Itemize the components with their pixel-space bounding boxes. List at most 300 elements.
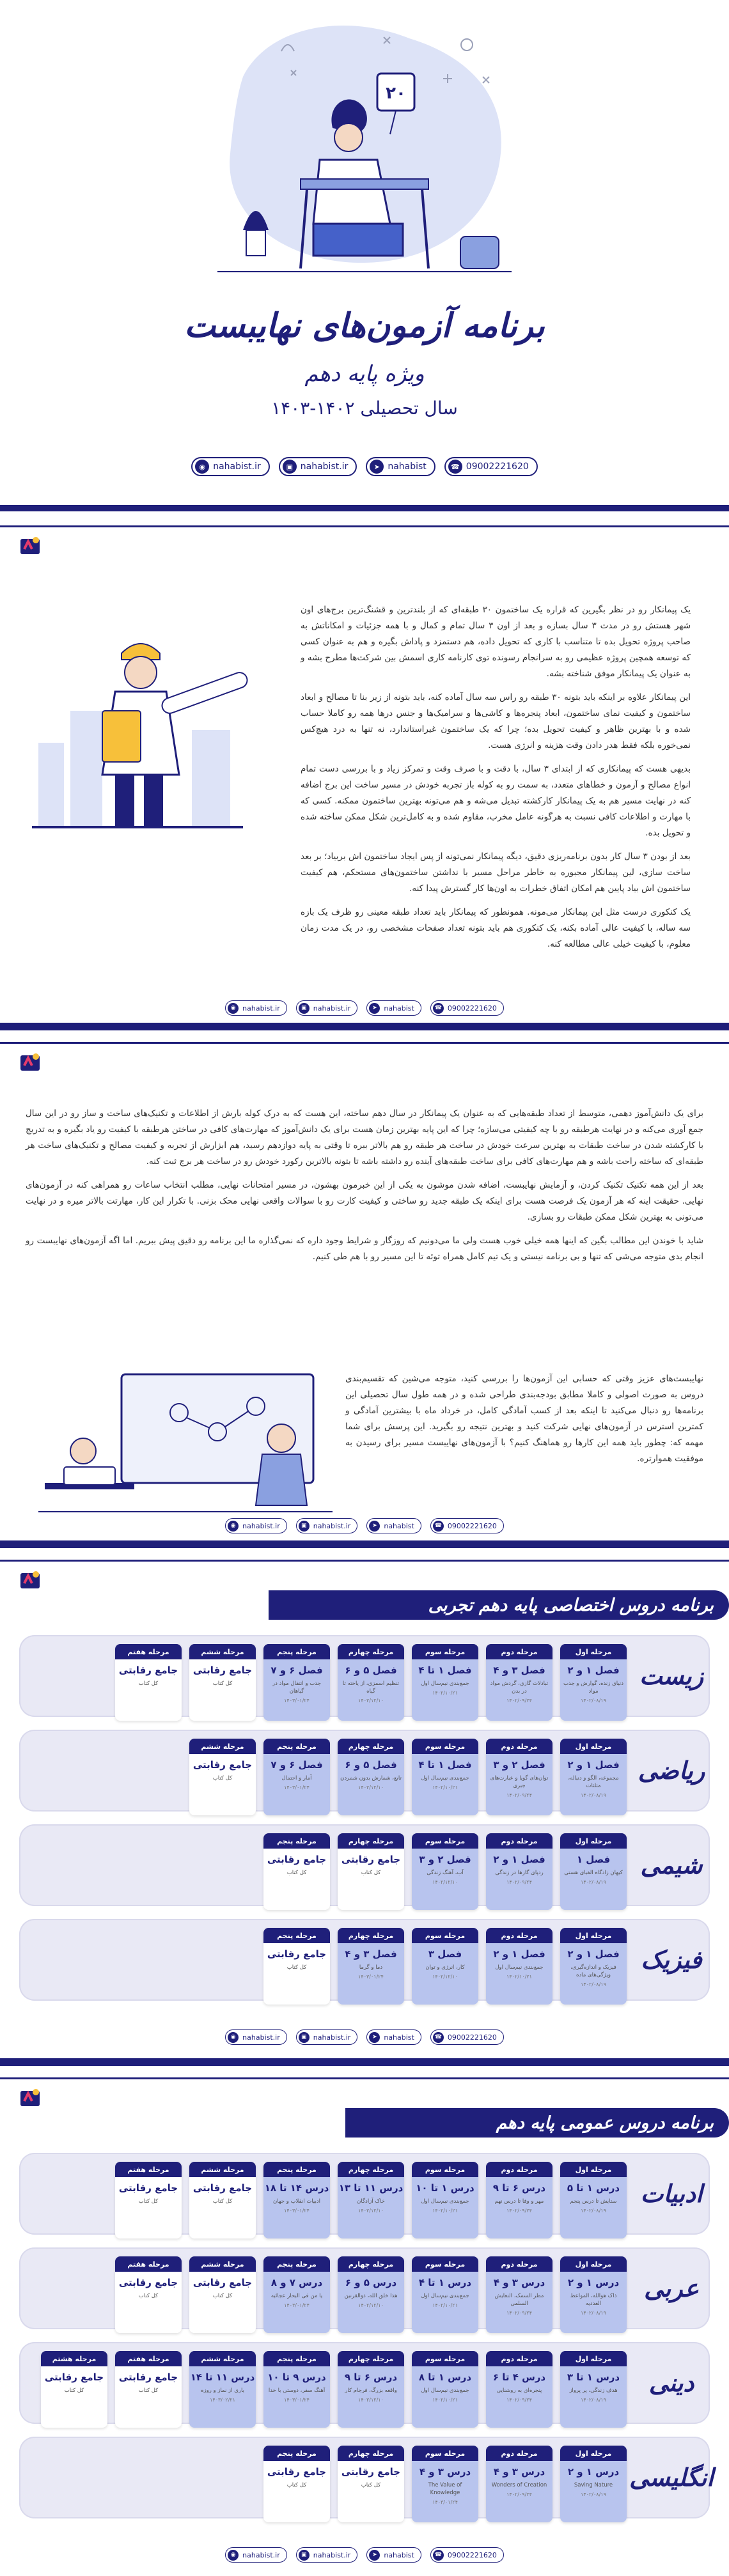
- phone-icon: ☎: [433, 2032, 444, 2043]
- stage-header: مرحله اول: [560, 2256, 627, 2272]
- stage-card: [486, 1833, 553, 1910]
- stage-cells: [263, 2446, 627, 2522]
- intro-text: [301, 602, 691, 960]
- stage-chapters: جامع رقابتی: [118, 2371, 178, 2383]
- cover-section: [0, 0, 729, 511]
- stage-date: ۱۴۰۲/۰۹/۲۴: [506, 2492, 532, 2497]
- stage-topics: Saving Nature: [574, 2482, 613, 2488]
- stage-topics: کل کتاب: [361, 2482, 381, 2488]
- stage-header: مرحله دوم: [486, 1739, 553, 1754]
- stage-card: [263, 2446, 330, 2522]
- stage-chapters: فصل ۱ و ۲: [567, 1759, 620, 1771]
- instagram-text: nahabist.ir: [313, 2550, 351, 2559]
- stage-header: مرحله اول: [560, 1928, 627, 1943]
- stage-card: [486, 2162, 553, 2238]
- stage-cells: [263, 1928, 627, 2005]
- stage-date: ۱۴۰۳/۰۱/۲۴: [284, 1698, 310, 1703]
- stage-card: [41, 2351, 107, 2428]
- stage-card: [412, 2162, 478, 2238]
- stage-topics: کل کتاب: [138, 2387, 159, 2394]
- cover-year: سال تحصیلی ۱۴۰۲-۱۴۰۳: [271, 398, 458, 419]
- stage-date: ۱۴۰۲/۰۸/۱۹: [581, 2397, 606, 2403]
- stage-chapters: جامع رقابتی: [44, 2371, 104, 2383]
- intro-section: [0, 513, 729, 1023]
- stage-card: [486, 1644, 553, 1721]
- stage-header: مرحله سوم: [412, 1644, 478, 1659]
- approach-paragraph-3: شاید با خوندن این مطالب بگین که اینها همه خیلی خوب هست ولی ما می‌دونیم که روزگار و شرایط وجود داره که نمی‌گذاره ما این برنامه رو دقیق پیش ببریم. اما اگه آزمون‌های نهایبست رو انجام بدی متوجه می‌شی که تنها و بی برنامه نیستی و یک تیم کامل همراه توئه تا این مسیر رو با هم طی کنیم.: [26, 1236, 703, 1262]
- stage-date: ۱۴۰۲/۱۲/۱۰: [358, 2397, 384, 2403]
- stage-date: ۱۴۰۲/۱۰/۲۱: [432, 2397, 458, 2403]
- stage-card: [338, 1739, 404, 1815]
- stage-topics: کل کتاب: [286, 2482, 307, 2488]
- stage-card: [412, 2256, 478, 2333]
- stage-header: مرحله ششم: [189, 1644, 256, 1659]
- website-text: nahabist.ir: [242, 1004, 280, 1013]
- telegram-link[interactable]: [366, 2029, 421, 2045]
- website-link[interactable]: [225, 1518, 287, 1533]
- telegram-icon: ➤: [369, 1521, 380, 1532]
- stage-chapters: جامع رقابتی: [267, 1948, 327, 1960]
- stage-header: مرحله پنجم: [263, 1739, 330, 1754]
- stage-chapters: درس ۷ و ۸: [270, 2277, 323, 2288]
- stage-topics: کل کتاب: [212, 2293, 233, 2299]
- stage-chapters: فصل ۶ و ۷: [270, 1664, 323, 1676]
- stage-chapters: فصل ۱ و ۲: [493, 1948, 545, 1960]
- phone-link[interactable]: [430, 2029, 504, 2045]
- stage-date: ۱۴۰۲/۰۸/۱۹: [581, 1879, 606, 1885]
- phone-text: 09002221620: [447, 2033, 497, 2042]
- teacher-illustration: [38, 1368, 333, 1515]
- specialized-title: برنامه دروس اختصاصی پایه دهم تجربی: [269, 1590, 729, 1620]
- stage-chapters: جامع رقابتی: [118, 2277, 178, 2288]
- telegram-icon: ➤: [370, 460, 384, 474]
- stage-header: مرحله دوم: [486, 1928, 553, 1943]
- stage-topics: جمع‌بندی نیم‌سال اول: [421, 2387, 469, 2394]
- subject-label: شیمی: [640, 1851, 703, 1879]
- contact-bar: [0, 1000, 729, 1016]
- stage-card: [560, 2446, 627, 2522]
- subject-label: فیزیک: [641, 1946, 702, 1974]
- stage-header: مرحله ششم: [189, 2256, 256, 2272]
- stage-chapters: فصل ۶ و ۷: [270, 1759, 323, 1771]
- instagram-icon: ▣: [283, 460, 297, 474]
- website-link[interactable]: [225, 1000, 287, 1016]
- stage-chapters: درس ۶ تا ۹: [492, 2182, 546, 2194]
- stage-topics: دما و گرما: [359, 1964, 383, 1971]
- stage-topics: کل کتاب: [286, 1870, 307, 1876]
- stage-date: ۱۴۰۲/۰۸/۱۹: [581, 2310, 606, 2316]
- stage-chapters: درس ۱ تا ۵: [567, 2182, 620, 2194]
- stage-topics: پنجره‌ای به روشنایی: [496, 2387, 542, 2394]
- stage-date: ۱۴۰۲/۰۸/۱۹: [581, 2208, 606, 2214]
- stage-header: مرحله دوم: [486, 2256, 553, 2272]
- stage-header: مرحله ششم: [189, 1739, 256, 1754]
- instagram-link[interactable]: [296, 2547, 358, 2563]
- stage-topics: کل کتاب: [361, 1870, 381, 1876]
- stage-header: مرحله اول: [560, 1833, 627, 1849]
- stage-chapters: درس ۳ و ۴: [419, 2466, 471, 2478]
- stage-card: [486, 2351, 553, 2428]
- subject-label: عربی: [644, 2274, 699, 2302]
- stage-topics: کیهان زادگاه الفبای هستی: [564, 1870, 623, 1876]
- stage-header: مرحله چهارم: [338, 1739, 404, 1754]
- stage-header: مرحله سوم: [412, 2351, 478, 2366]
- phone-link[interactable]: [444, 457, 538, 476]
- stage-topics: کل کتاب: [138, 2293, 159, 2299]
- stage-header: مرحله ششم: [189, 2351, 256, 2366]
- stage-header: مرحله اول: [560, 1739, 627, 1754]
- phone-icon: ☎: [448, 460, 462, 474]
- stage-date: ۱۴۰۲/۱۲/۱۰: [358, 2302, 384, 2308]
- stage-date: ۱۴۰۲/۰۹/۲۴: [506, 2397, 532, 2403]
- section-divider: [0, 505, 729, 511]
- website-link[interactable]: [225, 2029, 287, 2045]
- stage-topics: خاک آزادگان: [357, 2198, 385, 2205]
- stage-topics: هذا خلق الله، ذوالقرنین: [344, 2293, 398, 2299]
- telegram-text: nahabist: [384, 1521, 414, 1530]
- globe-icon: ◉: [228, 1521, 239, 1532]
- approach-text-side: [345, 1371, 703, 1475]
- stage-chapters: درس ۱ تا ۳: [567, 2371, 620, 2383]
- phone-text: 09002221620: [447, 2550, 497, 2559]
- phone-icon: ☎: [433, 1003, 444, 1014]
- stage-topics: جمع‌بندی نیم‌سال اول: [495, 1964, 544, 1971]
- stage-chapters: فصل ۵ و ۶: [345, 1664, 397, 1676]
- stage-chapters: جامع رقابتی: [267, 2466, 327, 2478]
- stage-chapters: جامع رقابتی: [192, 1759, 253, 1771]
- stage-header: مرحله دوم: [486, 1833, 553, 1849]
- stage-chapters: جامع رقابتی: [267, 1854, 327, 1865]
- stage-card: [560, 1644, 627, 1721]
- stage-header: مرحله پنجم: [263, 2446, 330, 2461]
- stage-date: ۱۴۰۲/۱۲/۱۰: [358, 1785, 384, 1790]
- stage-date: ۱۴۰۳/۰۲/۲۱: [210, 2397, 235, 2403]
- stage-chapters: جامع رقابتی: [192, 1664, 253, 1676]
- instagram-text: nahabist.ir: [313, 1004, 351, 1013]
- stage-topics: مطر السمک، التعایش السلمی: [494, 2293, 544, 2307]
- stage-card: [263, 1644, 330, 1721]
- stage-card: [412, 1833, 478, 1910]
- stage-chapters: جامع رقابتی: [192, 2182, 253, 2194]
- stage-card: [263, 1928, 330, 2005]
- website-link[interactable]: [191, 457, 270, 476]
- subject-label: زیست: [639, 1662, 704, 1690]
- stage-header: مرحله هفتم: [115, 2256, 182, 2272]
- stage-topics: هدف زندگی، پر پرواز: [569, 2387, 618, 2394]
- stage-date: ۱۴۰۳/۰۱/۲۴: [284, 2397, 310, 2403]
- stage-card: [560, 2351, 627, 2428]
- engineer-illustration: [26, 583, 256, 890]
- instagram-link[interactable]: [296, 2029, 358, 2045]
- stage-chapters: درس ۱ تا ۸: [418, 2371, 472, 2383]
- stage-topics: کل کتاب: [212, 1680, 233, 1687]
- stage-topics: تبادلات گازی، گردش مواد در بدن: [490, 1680, 549, 1695]
- stage-card: [560, 1833, 627, 1910]
- subject-row: [19, 1635, 710, 1717]
- contact-bar: [0, 2029, 729, 2045]
- telegram-link[interactable]: [366, 1000, 421, 1016]
- stage-header: مرحله پنجم: [263, 2351, 330, 2366]
- stage-topics: The Value of Knowledge: [428, 2482, 462, 2496]
- stage-header: مرحله پنجم: [263, 1644, 330, 1659]
- stage-chapters: فصل ۱ تا ۴: [418, 1664, 472, 1676]
- phone-link[interactable]: [430, 2547, 504, 2563]
- telegram-link[interactable]: [366, 2547, 421, 2563]
- globe-icon: ◉: [195, 460, 209, 474]
- stage-topics: ادبیات انقلاب و جهان: [273, 2198, 320, 2205]
- stage-chapters: درس ۱ تا ۴: [418, 2277, 472, 2288]
- instagram-text: nahabist.ir: [313, 1521, 351, 1530]
- stage-card: [115, 1644, 182, 1721]
- stage-chapters: فصل ۲ و ۳: [493, 1759, 545, 1771]
- stage-date: ۱۴۰۳/۰۱/۲۴: [358, 1974, 384, 1980]
- stage-card: [338, 2446, 404, 2522]
- stage-date: ۱۴۰۲/۰۹/۲۴: [506, 1792, 532, 1798]
- stage-card: [189, 2256, 256, 2333]
- stage-topics: Wonders of Creation: [491, 2482, 547, 2488]
- stage-card: [338, 2256, 404, 2333]
- section-divider: [0, 1540, 729, 1548]
- globe-icon: ◉: [228, 2032, 239, 2043]
- stage-header: مرحله اول: [560, 2446, 627, 2461]
- section-top-line: [0, 1560, 729, 1562]
- stage-chapters: فصل ۱ و ۲: [493, 1854, 545, 1865]
- stage-topics: کار، انرژی و توان: [425, 1964, 465, 1971]
- stage-cells: [189, 1739, 627, 1815]
- stage-card: [115, 2351, 182, 2428]
- phone-text: 09002221620: [447, 1521, 497, 1530]
- stage-card: [560, 1739, 627, 1815]
- stage-chapters: درس ۱ و ۲: [567, 2277, 620, 2288]
- stage-cells: [41, 2351, 627, 2428]
- stage-topics: واقعه بزرگ، فرجام کار: [345, 2387, 397, 2394]
- subject-label: ریاضی: [638, 1757, 705, 1785]
- stage-card: [560, 2162, 627, 2238]
- phone-link[interactable]: [430, 1000, 504, 1016]
- stage-date: ۱۴۰۳/۰۱/۲۴: [284, 2302, 310, 2308]
- stage-date: ۱۴۰۲/۰۸/۱۹: [581, 1982, 606, 1987]
- globe-icon: ◉: [228, 2550, 239, 2561]
- telegram-text: nahabist: [384, 1004, 414, 1013]
- stage-topics: جمع‌بندی نیم‌سال اول: [421, 1775, 469, 1781]
- stage-topics: کل کتاب: [212, 2198, 233, 2205]
- stage-date: ۱۴۰۲/۱۰/۲۱: [432, 2208, 458, 2214]
- stage-chapters: درس ۱۱ تا ۱۳: [338, 2182, 404, 2194]
- stage-card: [338, 2162, 404, 2238]
- stage-chapters: درس ۳ و ۴: [493, 2466, 545, 2478]
- subject-row: [19, 2247, 710, 2329]
- stage-topics: تابع، شمارش بدون شمردن: [340, 1775, 402, 1781]
- stage-header: مرحله سوم: [412, 2256, 478, 2272]
- stage-card: [486, 2446, 553, 2522]
- contact-bar: [0, 457, 729, 476]
- nahabist-logo: [19, 1569, 41, 1591]
- general-title: برنامه دروس عمومی پایه دهم: [345, 2108, 729, 2138]
- stage-header: مرحله دوم: [486, 2446, 553, 2461]
- phone-icon: ☎: [433, 2550, 444, 2561]
- intro-paragraph-2: این پیمانکار علاوه بر اینکه باید بتونه ۳۰ طبقه رو راس سه سال آماده کنه، باید بتونه از زیر بنا تا مصالح و ابعاد ساختمون و کیفیت نمای ساختمون، ابعاد پنجره‌ها و کاشی‌ها و سرامیک‌ها و جنس درها همه رو کاملا حساب شده و با بهترین ظاهر و کیفیت تحویل بده؛ چرا که یک ساختمون غیراستاندارد، نه تنها به درد هیچ‌کس نمی‌خوره بلکه فقط هدر دادن وقت هزینه و انرژی هست.: [301, 692, 691, 750]
- stage-header: مرحله سوم: [412, 1928, 478, 1943]
- stage-card: [115, 2256, 182, 2333]
- subject-row: [19, 1824, 710, 1906]
- instagram-link[interactable]: [296, 1518, 358, 1533]
- stage-chapters: فصل ۱ تا ۴: [418, 1759, 472, 1771]
- stage-topics: مهر و وفا تا درس نهم: [494, 2198, 544, 2205]
- stage-chapters: درس ۶ تا ۹: [344, 2371, 398, 2383]
- stage-card: [412, 1739, 478, 1815]
- section-top-line: [0, 2077, 729, 2079]
- stage-card: [338, 1833, 404, 1910]
- telegram-text: nahabist: [388, 462, 427, 472]
- stage-card: [412, 1644, 478, 1721]
- stage-date: ۱۴۰۲/۱۲/۱۰: [358, 1698, 384, 1703]
- stage-date: ۱۴۰۲/۰۹/۲۴: [506, 2208, 532, 2214]
- stage-header: مرحله ششم: [189, 2162, 256, 2177]
- stage-card: [412, 2446, 478, 2522]
- stage-chapters: فصل ۲ و ۳: [419, 1854, 471, 1865]
- stage-date: ۱۴۰۲/۰۹/۲۴: [506, 2310, 532, 2316]
- telegram-link[interactable]: [366, 457, 435, 476]
- stage-card: [560, 2256, 627, 2333]
- stage-topics: کل کتاب: [286, 1964, 307, 1971]
- stage-card: [338, 1928, 404, 2005]
- stage-card: [338, 2351, 404, 2428]
- stage-chapters: فصل ۳: [428, 1948, 462, 1960]
- phone-link[interactable]: [430, 1518, 504, 1533]
- stage-chapters: جامع رقابتی: [118, 1664, 178, 1676]
- stage-topics: فیزیک و اندازه‌گیری، ویژگی‌های ماده: [570, 1964, 616, 1978]
- stage-card: [486, 1928, 553, 2005]
- section-divider: [0, 1023, 729, 1030]
- phone-text: 09002221620: [447, 1004, 497, 1013]
- subtitle-text: ویژه پایه دهم: [304, 361, 425, 387]
- section-top-line: [0, 1042, 729, 1044]
- stage-chapters: جامع رقابتی: [118, 2182, 178, 2194]
- phone-text: 09002221620: [466, 462, 529, 472]
- specialized-schedule: [0, 1540, 729, 2058]
- stage-header: مرحله دوم: [486, 2351, 553, 2366]
- stage-topics: کل کتاب: [64, 2387, 84, 2394]
- stage-date: ۱۴۰۲/۰۸/۱۹: [581, 2492, 606, 2497]
- stage-topics: مجموعه، الگو و دنباله، مثلثات: [568, 1775, 619, 1789]
- approach-side-paragraph: نهایبست‌های عزیز وقتی که حسابی این آزمون‌ها را بررسی کنید، متوجه می‌شین که تقسیم‌بندی دروس به صورت اصولی و کاملا مطابق بودجه‌بندی طراحی شده و در همه طول سال تحصیلی این برنامه‌ها رو دنبال می‌کنید تا اینکه بعد از کسب آمادگی کامل، در خرداد ماه با بیشترین آمادگی و کمترین استرس در آزمون‌های نهایی شرکت کنید و بهترین نتیجه رو بگیرید. این پرسش برای شما مهمه که: چطور باید همه این کارها رو هماهنگ کنیم؟ با آزمون‌های نهایبست مسیر برای رسیدن به موفقیت هموارتره.: [345, 1374, 703, 1464]
- stage-card: [263, 1833, 330, 1910]
- stage-card: [486, 1739, 553, 1815]
- instagram-icon: ▣: [299, 1003, 310, 1014]
- stage-header: مرحله چهارم: [338, 1928, 404, 1943]
- website-link[interactable]: [225, 2547, 287, 2563]
- stage-header: مرحله پنجم: [263, 2256, 330, 2272]
- board-number: ۲۰: [386, 84, 406, 103]
- stage-card: [263, 2351, 330, 2428]
- stage-topics: جمع‌بندی نیم‌سال اول: [421, 2198, 469, 2205]
- section-divider: [0, 2058, 729, 2066]
- stage-date: ۱۴۰۲/۰۹/۲۴: [506, 1879, 532, 1885]
- stage-topics: آهنگ سفر، دوستی با خدا: [268, 2387, 325, 2394]
- stage-topics: کل کتاب: [138, 2198, 159, 2205]
- intro-paragraph-4: بعد از بودن ۳ سال کار بدون برنامه‌ریزی دقیق، دیگه پیمانکار نمی‌تونه از پس ایجاد ساختمون اش بربیاد؛ بر بعد ساخت سازی، لین پیمانکار مجبوره به خاطر مراحل مسیر با نداشتن ساختمون‌های مستحکم، هم کیفیت ساختمون اش بیاد پایین هم امکان اتفاق خطرات به اون‌ها کار گسترش پیدا کنه.: [301, 851, 691, 894]
- stage-card: [189, 1739, 256, 1815]
- stage-chapters: درس ۹ تا ۱۰: [267, 2371, 326, 2383]
- stage-header: مرحله اول: [560, 1644, 627, 1659]
- stage-header: مرحله چهارم: [338, 2162, 404, 2177]
- stage-chapters: درس ۵ و ۶: [345, 2277, 397, 2288]
- subject-row: [19, 1730, 710, 1812]
- stage-topics: ذاک هوالله، المواعظ العددیه: [570, 2293, 617, 2307]
- stage-header: مرحله هفتم: [115, 2162, 182, 2177]
- contact-bar: [0, 1518, 729, 1533]
- stage-date: ۱۴۰۳/۰۱/۲۴: [284, 2208, 310, 2214]
- stage-card: [338, 1644, 404, 1721]
- website-text: nahabist.ir: [242, 2033, 280, 2042]
- stage-chapters: فصل ۳ و ۴: [345, 1948, 397, 1960]
- stage-header: مرحله پنجم: [263, 1833, 330, 1849]
- stage-chapters: درس ۱ تا ۱۰: [416, 2182, 474, 2194]
- nahabist-logo: [19, 2087, 41, 2109]
- telegram-link[interactable]: [366, 1518, 421, 1533]
- stage-chapters: فصل ۵ و ۶: [345, 1759, 397, 1771]
- instagram-icon: ▣: [299, 1521, 310, 1532]
- stage-date: ۱۴۰۲/۱۲/۱۰: [432, 1879, 458, 1885]
- stage-header: مرحله سوم: [412, 2162, 478, 2177]
- stage-card: [263, 1739, 330, 1815]
- instagram-icon: ▣: [299, 2550, 310, 2561]
- instagram-link[interactable]: [296, 1000, 358, 1016]
- nahabist-logo: [19, 535, 41, 557]
- stage-card: [189, 2351, 256, 2428]
- globe-icon: ◉: [228, 1003, 239, 1014]
- stage-header: مرحله چهارم: [338, 2351, 404, 2366]
- stage-chapters: درس ۴ تا ۶: [492, 2371, 546, 2383]
- subject-row: [19, 2342, 710, 2424]
- instagram-icon: ▣: [299, 2032, 310, 2043]
- stage-header: مرحله سوم: [412, 1833, 478, 1849]
- cover-subtitle: [0, 361, 729, 387]
- stage-card: [486, 2256, 553, 2333]
- stage-chapters: درس ۱۱ تا ۱۴: [190, 2371, 255, 2383]
- section-top-line: [0, 525, 729, 527]
- stage-chapters: جامع رقابتی: [341, 1854, 401, 1865]
- stage-topics: دنیای زنده، گوارش و جذب مواد: [563, 1680, 623, 1695]
- stage-topics: جمع‌بندی نیم‌سال اول: [421, 2293, 469, 2299]
- stage-chapters: درس ۱۴ تا ۱۸: [264, 2182, 329, 2194]
- stage-header: مرحله چهارم: [338, 2256, 404, 2272]
- telegram-text: nahabist: [384, 2033, 414, 2042]
- stage-topics: ستایش تا درس پنجم: [570, 2198, 617, 2205]
- general-schedule: [0, 2058, 729, 2576]
- stage-chapters: فصل ۳ و ۴: [493, 1664, 545, 1676]
- website-text: nahabist.ir: [213, 462, 261, 472]
- stage-chapters: درس ۱ و ۲: [567, 2466, 620, 2478]
- stage-date: ۱۴۰۲/۰۸/۱۹: [581, 1698, 606, 1703]
- cover-title: برنامه آزمون‌های نهایبست: [184, 307, 545, 345]
- stage-date: ۱۴۰۳/۰۱/۲۴: [432, 2499, 458, 2505]
- approach-section: [0, 1023, 729, 1540]
- website-text: nahabist.ir: [242, 1521, 280, 1530]
- stage-topics: تنظیم اسمزی، از یاخته تا گیاه: [342, 1680, 400, 1695]
- subject-row: [19, 2153, 710, 2235]
- stage-date: ۱۴۰۳/۰۱/۲۴: [284, 1785, 310, 1790]
- instagram-link[interactable]: [279, 457, 357, 476]
- stage-topics: کل کتاب: [138, 1680, 159, 1687]
- stage-chapters: جامع رقابتی: [192, 2277, 253, 2288]
- phone-icon: ☎: [433, 1521, 444, 1532]
- stage-date: ۱۴۰۲/۰۸/۱۹: [581, 1792, 606, 1798]
- stage-topics: آب، آهنگ زندگی: [427, 1870, 464, 1876]
- stage-header: مرحله هشتم: [41, 2351, 107, 2366]
- stage-date: ۱۴۰۲/۱۰/۲۱: [432, 1785, 458, 1790]
- telegram-icon: ➤: [369, 2550, 380, 2561]
